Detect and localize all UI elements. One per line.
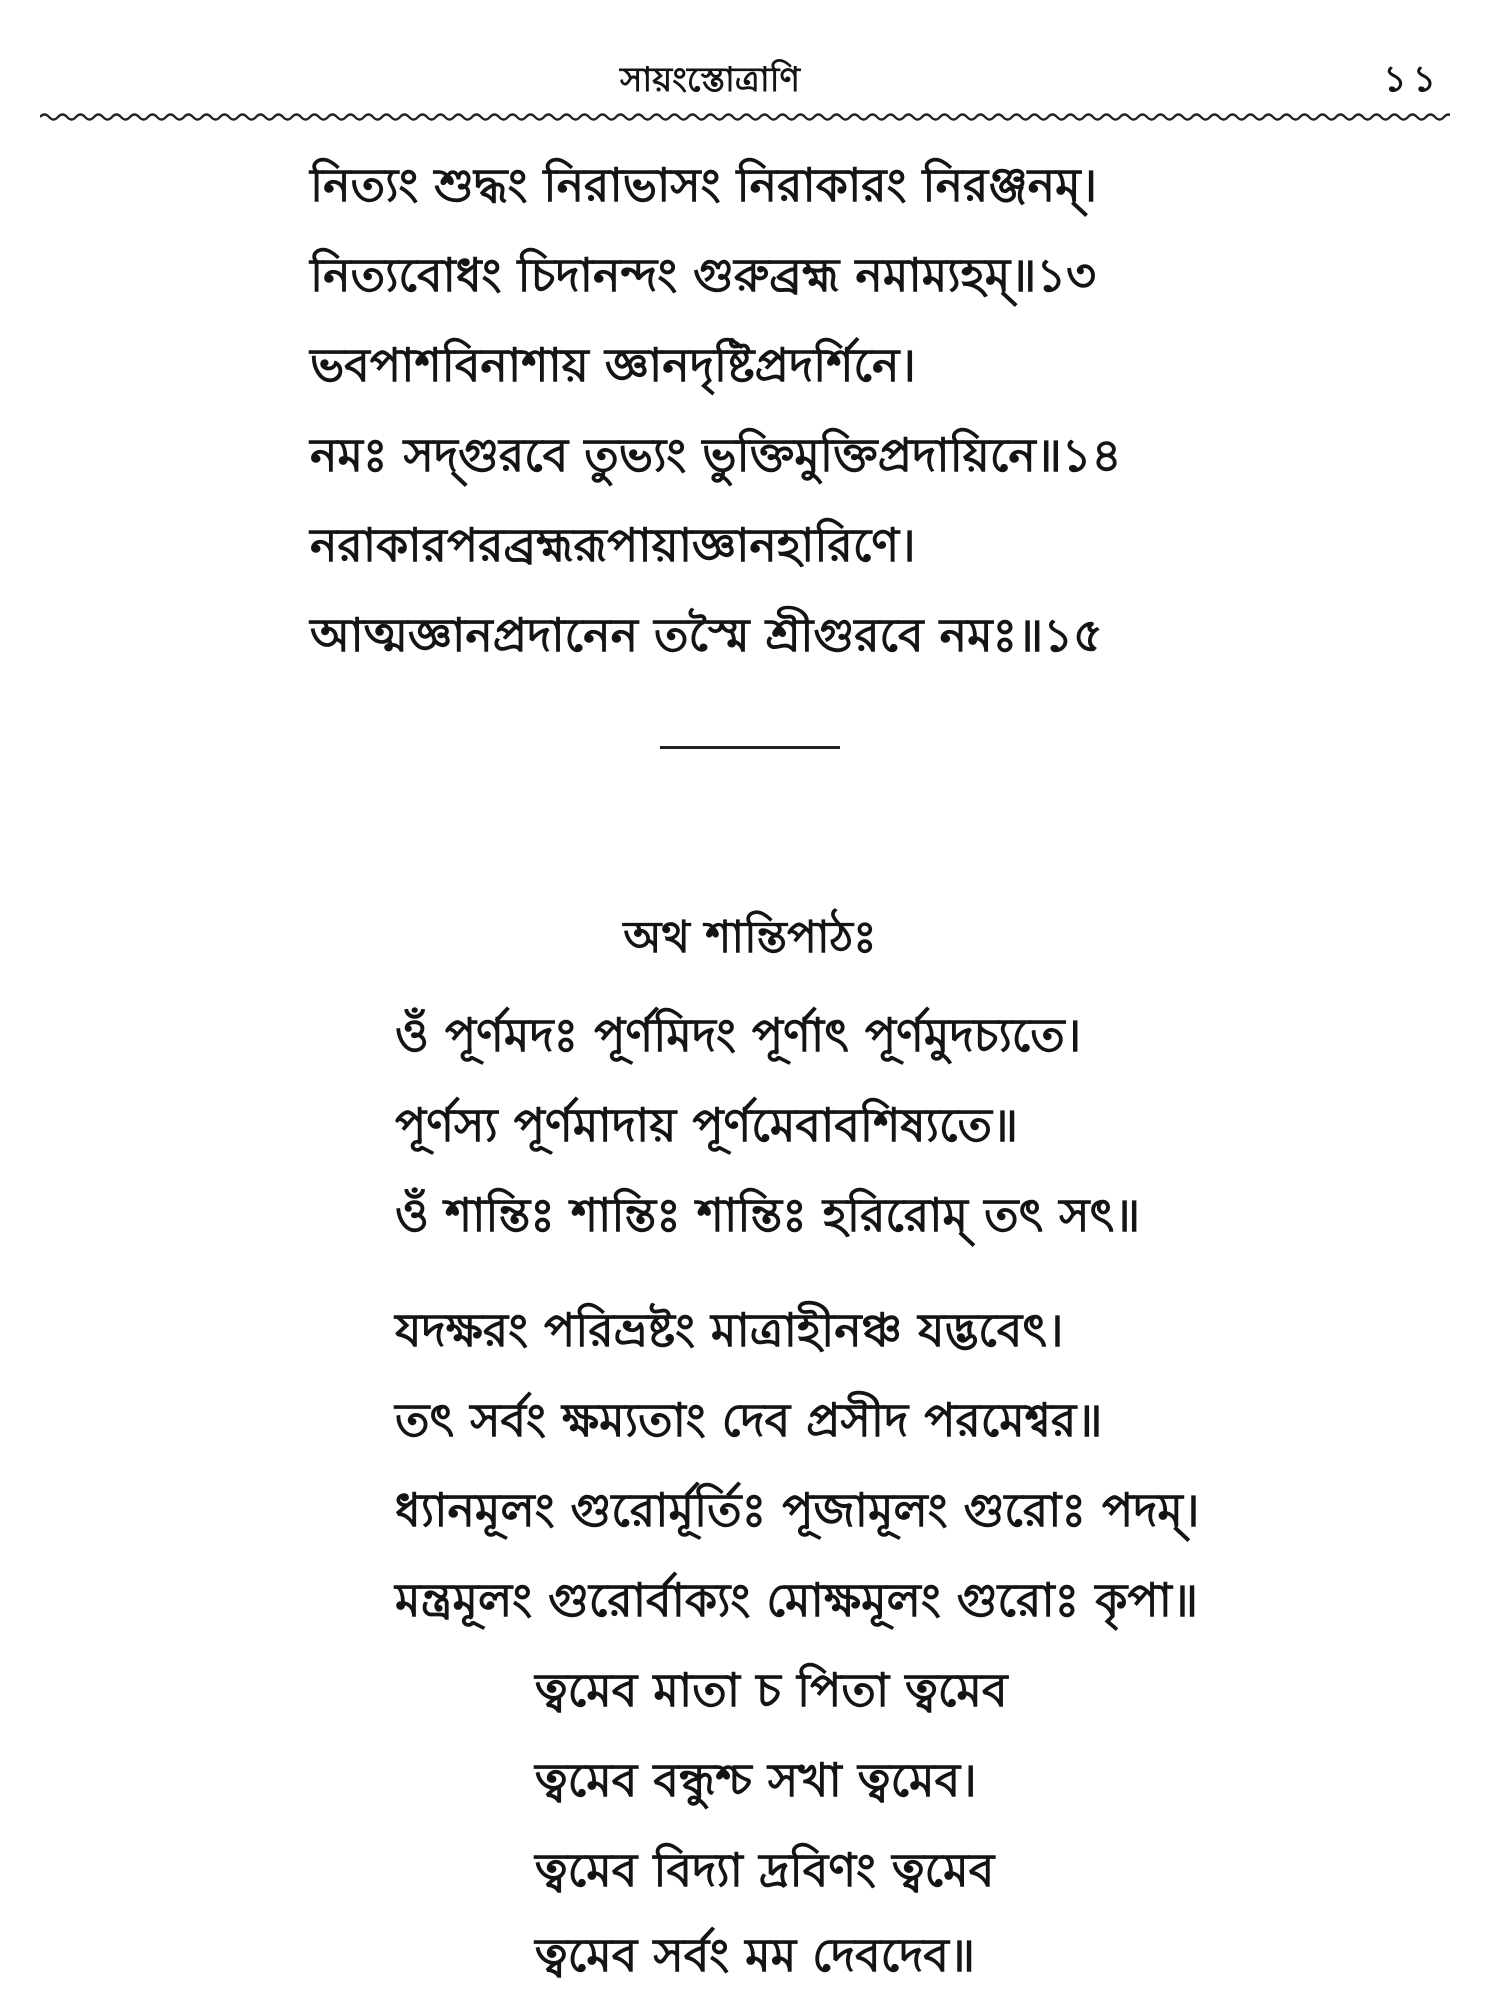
- tvameva-line: ত্বমেব মাতা চ পিতা ত্বমেব: [535, 1663, 1008, 1717]
- running-header: [0, 50, 1500, 110]
- verse-line: ভবপাশবিনাশায় জ্ঞানদৃষ্টিপ্রদর্শিনে।: [310, 338, 916, 392]
- wavy-header-rule: [40, 106, 1450, 128]
- verse-line: আত্মজ্ঞানপ্রদানেন তস্মৈ শ্রীগুরবে নমঃ॥১৫: [310, 608, 1103, 662]
- verse-line: নমঃ সদ্গুরবে তুভ্যং ভুক্তিমুক্তিপ্রদায়িনে॥১৪: [310, 428, 1122, 482]
- tvameva-line: ত্বমেব বন্ধুশ্চ সখা ত্বমেব।: [535, 1753, 977, 1807]
- page-number: ১১: [1383, 59, 1442, 100]
- shanti-line: ওঁ শান্তিঃ শান্তিঃ শান্তিঃ হরিরোম্ তৎ সৎ॥: [395, 1188, 1141, 1242]
- shanti-line: পূর্ণস্য পূর্ণমাদায় পূর্ণমেবাবশিষ্যতে॥: [395, 1098, 1019, 1152]
- verse-line: নরাকারপরব্রহ্মরূপায়াজ্ঞানহারিণে।: [310, 518, 916, 572]
- verse-line: নিত্যং শুদ্ধং নিরাভাসং নিরাকারং নিরঞ্জনম্।: [310, 158, 1098, 212]
- kshama-line: যদক্ষরং পরিভ্রষ্টং মাত্রাহীনঞ্চ যদ্ভবেৎ।: [395, 1303, 1064, 1357]
- tvameva-line: ত্বমেব সর্বং মম দেবদেব॥: [535, 1928, 975, 1982]
- kshama-line: ধ্যানমূলং গুরোর্মূর্তিঃ পূজামূলং গুরোঃ পদম্।: [395, 1483, 1200, 1537]
- kshama-line: তৎ সর্বং ক্ষম্যতাং দেব প্রসীদ পরমেশ্বর॥: [395, 1393, 1103, 1447]
- shanti-line: ওঁ পূর্ণমদঃ পূর্ণমিদং পূর্ণাৎ পূর্ণমুদচ্যতে।: [395, 1008, 1082, 1062]
- section-divider: [660, 746, 840, 749]
- tvameva-line: ত্বমেব বিদ্যা দ্রবিণং ত্বমেব: [535, 1843, 995, 1897]
- running-title: সায়ংস্তোত্রাণি: [619, 60, 801, 100]
- section-heading: অথ শান্তিপাঠঃ: [623, 912, 877, 963]
- kshama-line: মন্ত্রমূলং গুরোর্বাক্যং মোক্ষমূলং গুরোঃ কৃপা॥: [395, 1573, 1198, 1627]
- verse-line: নিত্যবোধং চিদানন্দং গুরুব্রহ্ম নমাম্যহম্॥১৩: [310, 248, 1097, 302]
